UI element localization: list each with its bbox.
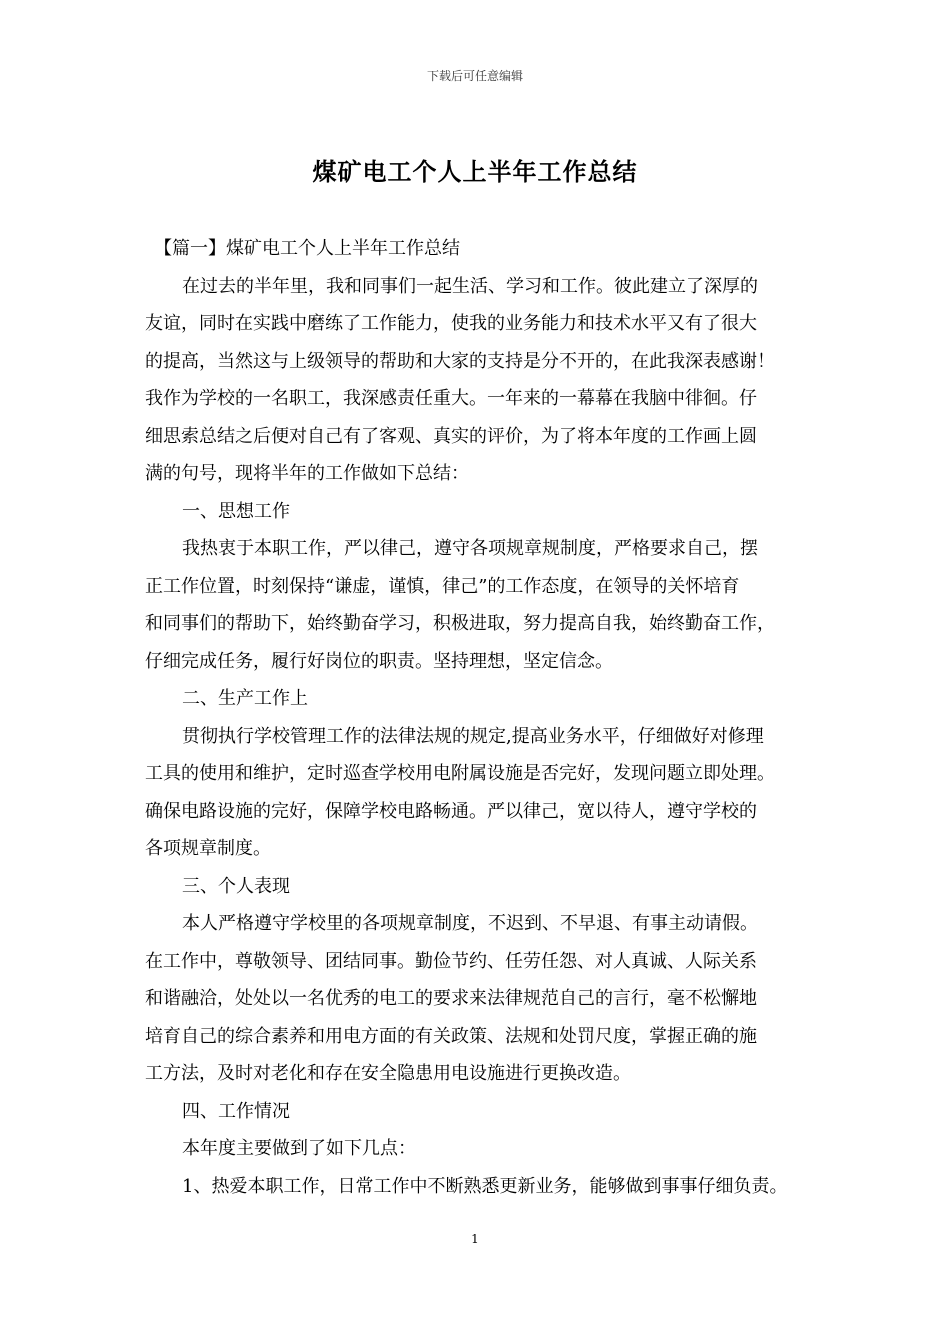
paragraph-line: 友谊，同时在实践中磨练了工作能力，使我的业务能力和技术水平又有了很大 [145, 313, 757, 334]
paragraph-line: 满的句号，现将半年的工作做如下总结： [145, 463, 469, 484]
subheading: 四、工作情况 [182, 1100, 290, 1122]
paragraph-line: 确保电路设施的完好，保障学校电路畅通。严以律己，宽以待人，遵守学校的 [145, 800, 757, 822]
paragraph-line: 本人严格遵守学校里的各项规章制度，不迟到、不早退、有事主动请假。 [182, 913, 758, 934]
document-title: 煤矿电工个人上半年工作总结 [312, 157, 638, 186]
page-number: 1 [471, 1232, 479, 1246]
header-note: 下载后可任意编辑 [426, 69, 523, 83]
paragraph-line: 细思索总结之后便对自己有了客观、真实的评价，为了将本年度的工作画上圆 [145, 425, 757, 447]
subheading: 二、生产工作上 [182, 688, 308, 709]
paragraph-line: 在工作中，尊敬领导、团结同事。勤俭节约、任劳任怨、对人真诚、人际关系 [145, 950, 757, 972]
paragraph-line: 我作为学校的一名职工，我深感责任重大。一年来的一幕幕在我脑中徘徊。仔 [145, 388, 757, 409]
paragraph-line: 本年度主要做到了如下几点： [182, 1138, 416, 1159]
paragraph-line: 贯彻执行学校管理工作的法律法规的规定,提高业务水平，仔细做好对修理 [182, 725, 764, 747]
paragraph-line: 培育自己的综合素养和用电方面的有关政策、法规和处罚尺度，掌握正确的施 [145, 1025, 757, 1047]
paragraph-line: 仔细完成任务，履行好岗位的职责。坚持理想，坚定信念。 [145, 650, 613, 672]
subheading: 一、思想工作 [182, 500, 290, 522]
paragraph-line: 工具的使用和维护，定时巡查学校用电附属设施是否完好，发现问题立即处理。 [145, 763, 775, 784]
document-body [145, 230, 820, 1205]
paragraph-line: 和谐融洽，处处以一名优秀的电工的要求来法律规范自己的言行，毫不松懈地 [145, 988, 757, 1009]
section-heading: 【篇一】煤矿电工个人上半年工作总结 [154, 238, 460, 259]
paragraph-line: 工方法，及时对老化和存在安全隐患用电设施进行更换改造。 [145, 1063, 631, 1084]
paragraph-line: 正工作位置，时刻保持“谦虚，谨慎，律己”的工作态度，在领导的关怀培育 [145, 575, 740, 597]
paragraph-line: 我热衷于本职工作，严以律己，遵守各项规章规制度，严格要求自己，摆 [182, 538, 758, 559]
subheading: 三、个人表现 [182, 875, 290, 897]
paragraph-line: 的提高，当然这与上级领导的帮助和大家的支持是分不开的，在此我深表感谢！ [145, 350, 775, 372]
list-item: 1、热爱本职工作，日常工作中不断熟悉更新业务，能够做到事事仔细负责。 [182, 1175, 788, 1197]
paragraph-line: 和同事们的帮助下，始终勤奋学习，积极进取，努力提高自我，始终勤奋工作， [145, 613, 775, 634]
paragraph-line: 在过去的半年里，我和同事们一起生活、学习和工作。彼此建立了深厚的 [182, 275, 758, 297]
paragraph-line: 各项规章制度。 [145, 838, 271, 859]
